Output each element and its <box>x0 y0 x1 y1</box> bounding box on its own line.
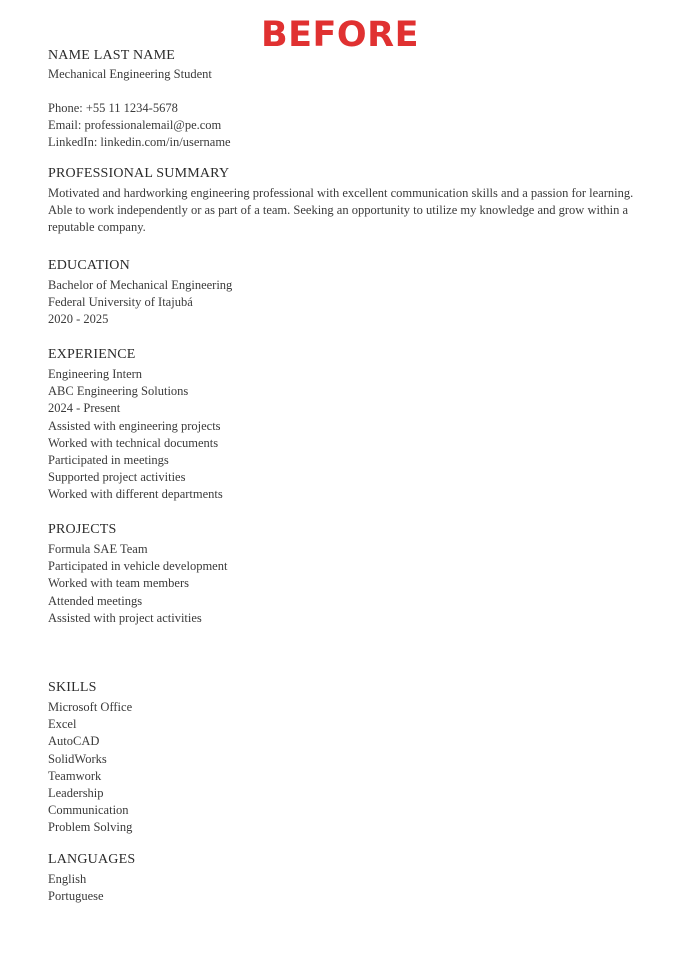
resume-header <box>48 47 648 83</box>
languages-section <box>48 851 648 905</box>
education-years: 2020 - 2025 <box>48 312 109 327</box>
project-item: Worked with team members <box>48 576 189 591</box>
skill-item: SolidWorks <box>48 751 107 766</box>
project-item: Participated in vehicle development <box>48 559 228 574</box>
summary-heading: PROFESSIONAL SUMMARY <box>48 166 230 181</box>
language-item: English <box>48 872 87 886</box>
experience-heading: EXPERIENCE <box>48 347 136 362</box>
summary-text: Motivated and hardworking engineering professional with excellent communication skills and a passion for learning. Able to work independently or as part of a team. Seeking an opportunity to utilize my knowledge and grow within a reputable company. <box>48 186 634 235</box>
skills-section <box>48 679 648 837</box>
experience-section <box>48 346 648 504</box>
candidate-role: Mechanical Engineering Student <box>48 67 212 81</box>
project-item: Assisted with project activities <box>48 610 202 625</box>
skill-item: Communication <box>48 803 129 818</box>
experience-item: Worked with technical documents <box>48 435 219 450</box>
skill-item: Teamwork <box>48 768 102 783</box>
project-name: Formula SAE Team <box>48 542 148 556</box>
education-section <box>48 257 648 329</box>
education-degree: Bachelor of Mechanical Engineering <box>48 278 233 292</box>
education-school: Federal University of Itajubá <box>48 295 193 310</box>
experience-item: Worked with different departments <box>48 487 223 502</box>
before-banner: BEFORE <box>260 15 420 55</box>
experience-company: ABC Engineering Solutions <box>48 384 189 399</box>
skill-item: Excel <box>48 717 77 732</box>
summary-section <box>48 165 648 237</box>
experience-dates: 2024 - Present <box>48 401 121 416</box>
skill-item: Leadership <box>48 786 104 801</box>
languages-heading: LANGUAGES <box>48 852 136 867</box>
experience-item: Assisted with engineering projects <box>48 418 221 433</box>
projects-section <box>48 521 648 627</box>
contact-linkedin: LinkedIn: linkedin.com/in/username <box>48 135 231 150</box>
project-item: Attended meetings <box>48 593 143 608</box>
projects-heading: PROJECTS <box>48 522 117 537</box>
experience-item: Participated in meetings <box>48 453 169 468</box>
skill-item: AutoCAD <box>48 734 100 749</box>
experience-item: Supported project activities <box>48 470 186 485</box>
candidate-name: NAME LAST NAME <box>48 48 175 63</box>
contact-section <box>48 100 648 152</box>
contact-email: Email: professionalemail@pe.com <box>48 118 222 133</box>
experience-title: Engineering Intern <box>48 367 143 381</box>
skill-item: Microsoft Office <box>48 700 133 714</box>
skill-item: Problem Solving <box>48 820 133 835</box>
contact-phone: Phone: +55 11 1234-5678 <box>48 101 178 115</box>
language-item: Portuguese <box>48 889 104 904</box>
skills-heading: SKILLS <box>48 680 97 695</box>
education-heading: EDUCATION <box>48 258 130 273</box>
